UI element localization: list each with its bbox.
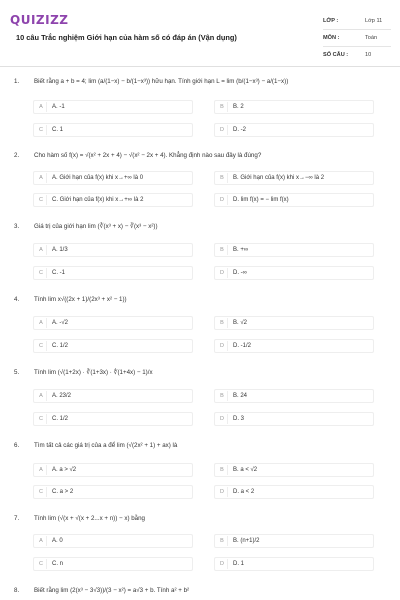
meta-row-count [323,47,391,63]
page-title: 10 câu Trắc nghiệm Giới hạn của hàm số có đáp án (Vận dụng) [16,33,237,42]
option-d[interactable]: D D. -∞ [214,266,374,280]
question-text: 8. Biết rằng lim (2(x³ − 3√3))/(3 − x²) = a√3 + b. Tính a² + b² [14,587,190,594]
question-text: 5. Tính lim (√(1+2x) · ∛(1+3x) · ∜(1+4x) − 1)/x [14,369,153,376]
header-divider [0,66,400,67]
meta-panel [323,13,391,63]
option-d[interactable]: D D. -2 [214,123,374,137]
option-d[interactable]: D D. lim f(x) = − lim f(x) [214,193,374,207]
option-b[interactable]: B B. √2 [214,316,374,330]
option-a[interactable]: A A. Giới hạn của f(x) khi x→+∞ là 0 [33,171,193,185]
option-c[interactable]: C C. a > 2 [33,485,193,499]
question-text: 7. Tính lim (√(x + √(x + 2...x + n)) − x) bằng [14,515,145,522]
question-text: 6. Tìm tất cả các giá trị của a để lim (√(2x² + 1) + ax) là [14,442,178,449]
question-text: 1. Biết rằng a + b = 4; lim (a/(1−x) − b/(1−x³)) hữu hạn. Tính giới hạn L = lim (b/(1−x³) − a/(1−x)) [14,78,289,85]
question-text: 4. Tính lim x√((2x + 1)/(2x³ + x² − 1)) [14,296,127,303]
option-d[interactable]: D D. 3 [214,412,374,426]
option-b[interactable]: B B. +∞ [214,243,374,257]
option-b[interactable]: B B. (n+1)/2 [214,534,374,548]
meta-value: Lớp 11 [365,18,383,24]
option-b[interactable]: B B. Giới hạn của f(x) khi x→−∞ là 2 [214,171,374,185]
meta-value: Toán [365,35,378,41]
quizizz-logo[interactable]: QUIZIZZ [10,13,69,27]
meta-row-subject [323,30,391,47]
option-c[interactable]: C C. 1 [33,123,193,137]
meta-label: SỐ CÂU : [323,52,349,58]
option-a[interactable]: A A. 1/3 [33,243,193,257]
option-a[interactable]: A A. 0 [33,534,193,548]
option-b[interactable]: B B. 24 [214,389,374,403]
option-a[interactable]: A A. 23/2 [33,389,193,403]
meta-label: MÔN : [323,35,340,41]
page-header [0,0,400,66]
option-a[interactable]: A A. a > √2 [33,463,193,477]
question-text: 3. Giá trị của giới hạn lim (∛(x³ + x) − ∛(x³ − x²)) [14,223,158,230]
option-c[interactable]: C C. n [33,557,193,571]
meta-label: LỚP : [323,18,339,24]
option-c[interactable]: C C. -1 [33,266,193,280]
option-b[interactable]: B B. a < √2 [214,463,374,477]
question-text: 2. Cho hàm số f(x) = √(x² + 2x + 4) − √(x² − 2x + 4). Khẳng định nào sau đây là đúng? [14,152,262,159]
option-d[interactable]: D D. a < 2 [214,485,374,499]
option-d[interactable]: D D. -1/2 [214,339,374,353]
option-a[interactable]: A A. -1 [33,100,193,114]
meta-row-grade [323,13,391,30]
option-a[interactable]: A A. -√2 [33,316,193,330]
option-c[interactable]: C C. 1/2 [33,339,193,353]
option-b[interactable]: B B. 2 [214,100,374,114]
option-c[interactable]: C C. Giới hạn của f(x) khi x→+∞ là 2 [33,193,193,207]
option-d[interactable]: D D. 1 [214,557,374,571]
option-c[interactable]: C C. 1/2 [33,412,193,426]
meta-value: 10 [365,52,372,58]
